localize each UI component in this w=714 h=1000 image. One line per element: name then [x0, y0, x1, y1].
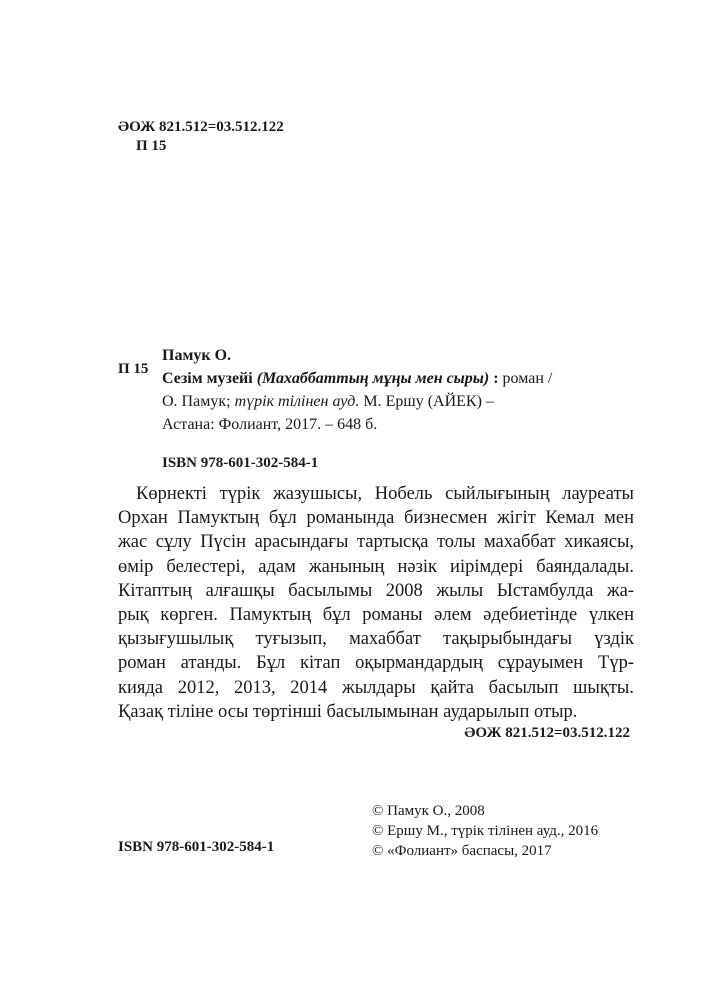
- annotation-line: Кітаптың алғашқы басылымы 2008 жылы Ыстамбулда жа-: [118, 580, 634, 601]
- record-author: Памук О.: [162, 347, 232, 364]
- udc-code-top: ӘОЖ 821.512=03.512.122: [118, 119, 284, 135]
- record-bbk-code: П 15: [118, 361, 149, 377]
- annotation-line: Орхан Памуктың бұл романында бизнесмен жігіт Кемал мен: [118, 508, 634, 529]
- record-isbn: ISBN 978-601-302-584-1: [162, 455, 319, 471]
- annotation-line: қызығушылық туғызып, махаббат тақырыбындағы үздік: [118, 629, 634, 650]
- record-genre-separator: :: [493, 370, 499, 387]
- record-subtitle: (Махаббаттың мұңы мен сыры): [256, 370, 490, 387]
- record-imprint-line: Астана: Фолиант, 2017. – 648 б.: [162, 416, 378, 433]
- record-translation-note: түрік тілінен ауд.: [234, 393, 360, 410]
- record-title: Сезім музейі: [162, 370, 253, 387]
- isbn-bottom: ISBN 978-601-302-584-1: [118, 839, 275, 855]
- udc-code-bottom: ӘОЖ 821.512=03.512.122: [464, 725, 630, 741]
- annotation-paragraph: [118, 482, 634, 724]
- annotation-line: Көрнекті түрік жазушысы, Нобель сыйлығының лауреаты: [136, 484, 634, 504]
- copyright-publisher: © «Фолиант» баспасы, 2017: [372, 843, 552, 859]
- record-genre: роман /: [502, 370, 553, 387]
- annotation-line: рық көрген. Памуктың бұл романы әлем әдебиетінде үлкен: [118, 605, 634, 626]
- record-line2-author: О. Памук;: [162, 393, 231, 410]
- annotation-line: кияда 2012, 2013, 2014 жылдары қайта басылып шықты.: [118, 677, 634, 698]
- copyright-translator: © Ершу М., түрік тілінен ауд., 2016: [372, 823, 599, 839]
- bbk-code-top: П 15: [136, 138, 167, 154]
- record-responsibility-line: [162, 391, 494, 413]
- annotation-line: жас сұлу Пүсін арасындағы тартысқа толы махаббат хикаясы,: [118, 532, 634, 553]
- annotation-line: роман атанды. Бұл кітап оқырмандардың сұрауымен Түр-: [118, 653, 634, 674]
- annotation-line: өмір белестері, адам жанының нәзік иірімдері баяндалады.: [118, 556, 634, 577]
- copyright-author: © Памук О., 2008: [372, 803, 485, 819]
- record-translator: М. Ершу (АЙЕК) –: [363, 393, 494, 410]
- record-title-line: [162, 368, 552, 390]
- annotation-line: Қазақ тіліне осы төртінші басылымынан аударылып отыр.: [118, 701, 578, 722]
